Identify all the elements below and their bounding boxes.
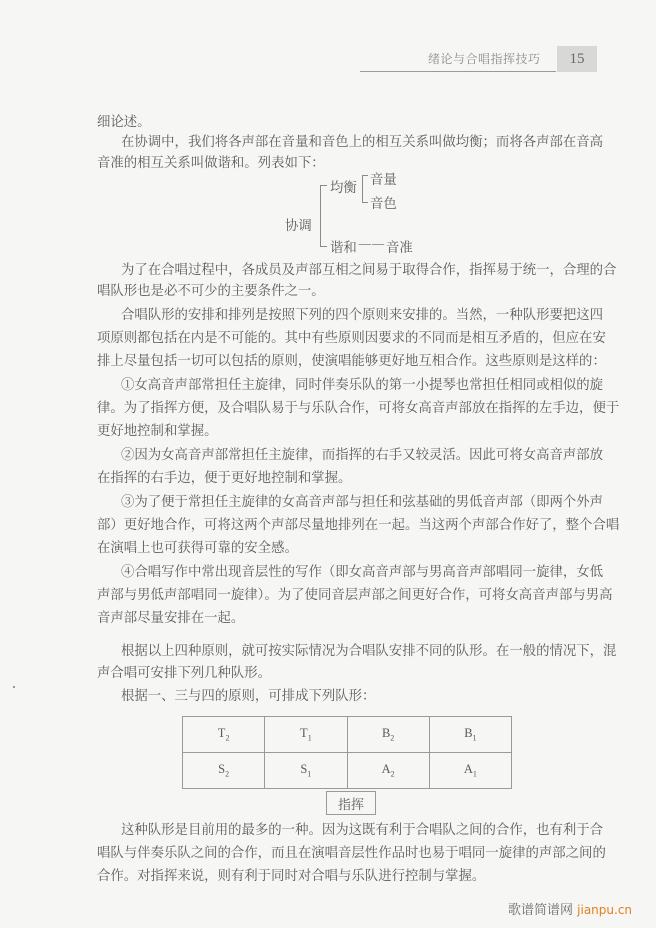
text-line: 声合唱可安排下列几种队形。 <box>97 666 272 681</box>
text-line: 合唱队形的安排和排列是按照下列的四个原则来安排的。当然，一种队形要把这四 <box>121 308 604 323</box>
tree-leaf-timbre: 音色 <box>370 197 397 212</box>
table-cell: $T_2$ <box>183 717 265 753</box>
tree-root-label: 协调 <box>285 219 312 234</box>
table-cell: $A_1$ <box>429 753 511 789</box>
text-line: 音声部尽量安排在一起。 <box>97 611 245 626</box>
tree-dash: —— <box>358 237 385 252</box>
tree-branch-balance: 均衡 <box>330 181 357 196</box>
table-cell: $S_2$ <box>183 753 265 789</box>
text-line: 为了在合唱过程中，各成员及声部互相之间易于取得合作，指挥易于统一，合理的合 <box>121 263 617 278</box>
page-number: 15 <box>557 46 597 72</box>
text-line: 这种队形是目前用的最多的一种。因为这既有利于合唱队之间的合作，也有利于合 <box>121 823 604 838</box>
running-title: 绪论与合唱指挥技巧 <box>428 52 541 66</box>
table-cell: $T_1$ <box>265 717 347 753</box>
text-line: 合作。对指挥来说，则有利于同时对合唱与乐队进行控制与掌握。 <box>97 869 486 884</box>
text-line: 在协调中，我们将各声部在音量和音色上的相互关系叫做均衡；而将各声部在音高 <box>121 135 604 150</box>
header-rule <box>360 71 556 72</box>
coordination-tree <box>280 175 460 265</box>
text-line: 项原则都包括在内是不可能的。其中有些原则因要求的不同而是相互矛盾的，但应在安 <box>97 331 606 346</box>
watermark-site-name: 歌谱简谱网 <box>508 903 574 918</box>
table-cell: $S_1$ <box>265 753 347 789</box>
text-line: ②因为女高音声部常担任主旋律，而指挥的右手又较灵活。因此可将女高音声部放 <box>121 448 604 463</box>
table-cell: $A_2$ <box>347 753 429 789</box>
table-cell: $B_1$ <box>429 717 511 753</box>
text-line: 根据一、三与四的原则，可排成下列队形： <box>121 689 376 704</box>
watermark-domain: jianpu.cn <box>577 903 633 917</box>
tree-branch-harmony: 谐和 <box>330 241 357 256</box>
text-line: 根据以上四种原则，就可按实际情况为合唱队安排不同的队形。在一般的情况下，混 <box>121 644 617 659</box>
text-line: 细论述。 <box>97 115 151 130</box>
tree-leaf-intonation: 音准 <box>386 241 413 256</box>
text-line: 唱队形也是必不可少的主要条件之一。 <box>97 284 325 299</box>
text-line: 音准的相互关系叫做谐和。列表如下： <box>97 156 325 171</box>
conductor-label: 指挥 <box>326 791 376 815</box>
table-row <box>183 753 512 789</box>
text-line: 声部与男低声部唱同一旋律）。为了使同音层声部之间更好合作，可将女高音声部与男高 <box>97 588 613 603</box>
page-header <box>0 0 656 80</box>
tree-leaf-volume: 音量 <box>370 173 397 188</box>
text-line: 唱队与伴奏乐队之间的合作，而且在演唱音层性作品时也易于唱同一旋律的声部之间的 <box>97 846 606 861</box>
scan-speck <box>13 686 15 688</box>
text-line: 在演唱上也可获得可靠的安全感。 <box>97 541 298 556</box>
table-row <box>183 717 512 753</box>
text-line: ③为了便于常担任主旋律的女高音声部与担任和弦基础的男低音声部（即两个外声 <box>121 495 604 510</box>
text-line: 部）更好地合作，可将这两个声部尽量地排列在一起。当这两个声部合作好了，整个合唱 <box>97 518 620 533</box>
text-line: 排上尽量包括一切可以包括的原则，使演唱能够更好地互相合作。这些原则是这样的： <box>97 354 606 369</box>
text-line: 在指挥的右手边，便于更好地控制和掌握。 <box>97 471 352 486</box>
text-line: 律。为了指挥方便，及合唱队易于与乐队合作，可将女高音声部放在指挥的左手边，便于 <box>97 401 620 416</box>
inner-bracket <box>362 175 368 203</box>
watermark <box>508 899 632 918</box>
outer-bracket <box>320 185 327 247</box>
text-line: 更好地控制和掌握。 <box>97 424 218 439</box>
text-line: ④合唱写作中常出现音层性的写作（即女高音声部与男高音声部唱同一旋律，女低 <box>121 565 604 580</box>
table-cell: $B_2$ <box>347 717 429 753</box>
text-line: ①女高音声部常担任主旋律，同时伴奏乐队的第一小提琴也常担任相同或相似的旋 <box>121 378 604 393</box>
choir-formation-table <box>182 716 512 789</box>
